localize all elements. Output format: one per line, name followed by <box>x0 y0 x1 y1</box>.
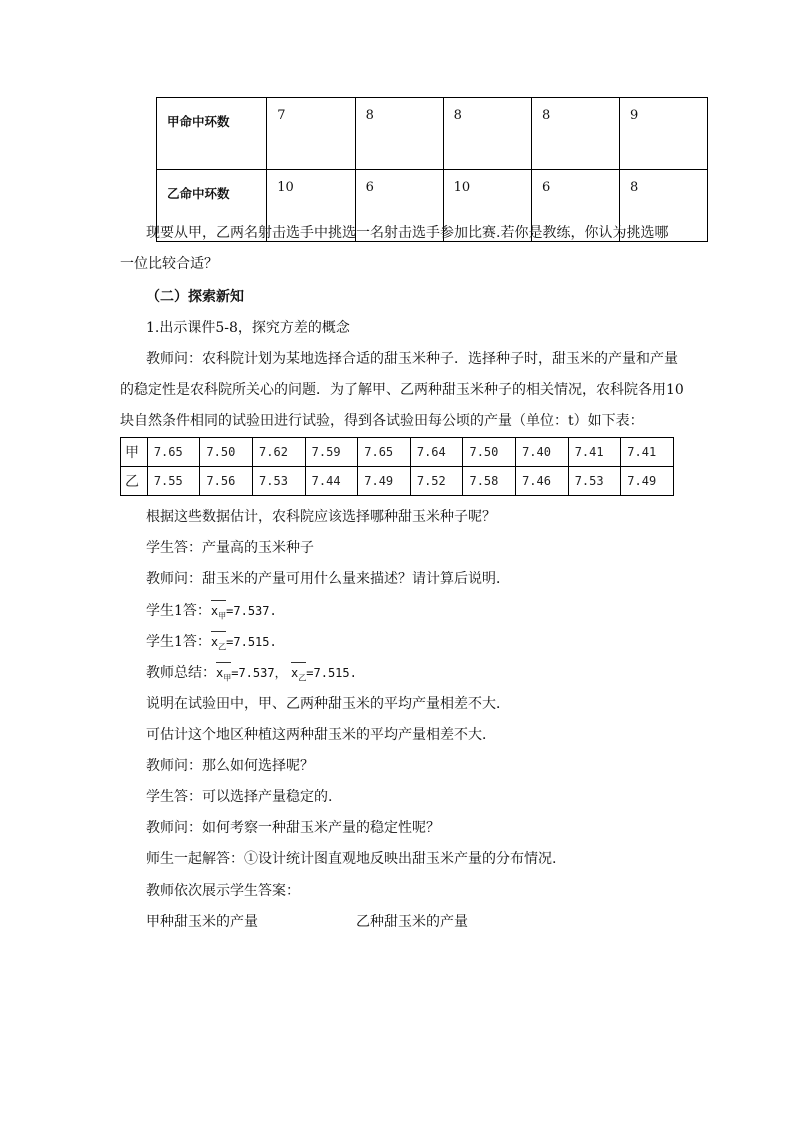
mean-value: =7.537. <box>226 604 277 618</box>
mean-value: =7.515. <box>226 635 277 649</box>
table-cell: 7.58 <box>463 467 516 496</box>
row-label: 乙命中环数 <box>157 170 267 242</box>
table-cell: 7.49 <box>621 467 674 496</box>
table-cell: 8 <box>355 98 443 170</box>
chart-caption-yi: 乙种甜玉米的产量 <box>356 914 468 930</box>
table-cell: 7.41 <box>621 438 674 467</box>
table-cell: 8 <box>531 98 619 170</box>
table-cell: 6 <box>531 170 619 242</box>
table-cell: 7.65 <box>147 438 200 467</box>
table-cell: 7.46 <box>516 467 569 496</box>
table-cell: 8 <box>619 170 707 242</box>
table-cell: 10 <box>267 170 355 242</box>
label: 学生1答： <box>146 634 211 650</box>
paragraph-line: 块自然条件相同的试验田进行试验，得到各试验田每公顷的产量（单位：t）如下表： <box>120 413 644 429</box>
table-cell: 10 <box>443 170 531 242</box>
row-label: 乙 <box>121 467 148 496</box>
label: 学生1答： <box>146 603 211 619</box>
table-cell: 7 <box>267 98 355 170</box>
corn-yield-table <box>120 437 674 496</box>
paragraph-line: 可估计这个地区种植这两种甜玉米的平均产量相差不大． <box>146 727 496 743</box>
paragraph-line: 教师问：那么如何选择呢？ <box>146 758 314 774</box>
paragraph-line: 学生答：可以选择产量稳定的. <box>146 789 333 805</box>
table-cell: 7.44 <box>305 467 358 496</box>
mean-symbol: $x_乙$ <box>291 664 306 687</box>
paragraph-line: 学生答：产量高的玉米种子 <box>146 540 314 556</box>
table-row <box>121 438 674 467</box>
formula-line <box>146 664 357 687</box>
label: 教师总结： <box>146 665 216 681</box>
paragraph-line: 教师问：如何考察一种甜玉米产量的稳定性呢？ <box>146 820 440 836</box>
formula-line <box>146 633 277 656</box>
mean-symbol: $x_甲$ <box>216 664 231 687</box>
table-cell: 7.56 <box>200 467 253 496</box>
paragraph-line: 一位比较合适？ <box>120 256 218 272</box>
table-cell: 7.49 <box>358 467 411 496</box>
mean-value: =7.537， <box>231 666 287 680</box>
formula-line <box>146 602 277 625</box>
table-cell: 7.52 <box>410 467 463 496</box>
section-heading: （二）探索新知 <box>146 289 244 305</box>
table-cell: 7.50 <box>463 438 516 467</box>
shooting-scores-table <box>156 97 708 242</box>
chart-caption-jia: 甲种甜玉米的产量 <box>146 914 258 930</box>
mean-value: =7.515. <box>306 666 357 680</box>
table-cell: 9 <box>619 98 707 170</box>
table-cell: 7.40 <box>516 438 569 467</box>
paragraph-line: 的稳定性是农科院所关心的问题．为了解甲、乙两种甜玉米种子的相关情况，农科院各用10 <box>120 382 684 398</box>
table-row <box>157 98 708 170</box>
paragraph-line: 师生一起解答：①设计统计图直观地反映出甜玉米产量的分布情况. <box>146 851 557 867</box>
row-label: 甲 <box>121 438 148 467</box>
paragraph-line: 现要从甲，乙两名射击选手中挑选一名射击选手参加比赛.若你是教练，你认为挑选哪 <box>146 225 669 241</box>
table-cell: 7.53 <box>568 467 621 496</box>
paragraph-line: 根据这些数据估计，农科院应该选择哪种甜玉米种子呢？ <box>146 509 496 525</box>
table-cell: 6 <box>355 170 443 242</box>
table-cell: 7.41 <box>568 438 621 467</box>
table-cell: 7.53 <box>253 467 306 496</box>
table-cell: 7.64 <box>410 438 463 467</box>
table-cell: 7.65 <box>358 438 411 467</box>
table-cell: 8 <box>443 98 531 170</box>
table-cell: 7.55 <box>147 467 200 496</box>
paragraph-line: 教师问：甜玉米的产量可用什么量来描述？请计算后说明． <box>146 571 510 587</box>
paragraph-line: 1.出示课件5-8，探究方差的概念 <box>146 320 350 336</box>
paragraph-line: 教师问：农科院计划为某地选择合适的甜玉米种子．选择种子时，甜玉米的产量和产量 <box>146 351 678 367</box>
mean-symbol: $x_甲$ <box>211 602 226 625</box>
table-row <box>121 467 674 496</box>
mean-symbol: $x_乙$ <box>211 633 226 656</box>
paragraph-line: 说明在试验田中，甲、乙两种甜玉米的平均产量相差不大． <box>146 696 510 712</box>
table-cell: 7.50 <box>200 438 253 467</box>
table-cell: 7.62 <box>253 438 306 467</box>
paragraph-line: 教师依次展示学生答案： <box>146 883 300 899</box>
table-cell: 7.59 <box>305 438 358 467</box>
row-label: 甲命中环数 <box>157 98 267 170</box>
